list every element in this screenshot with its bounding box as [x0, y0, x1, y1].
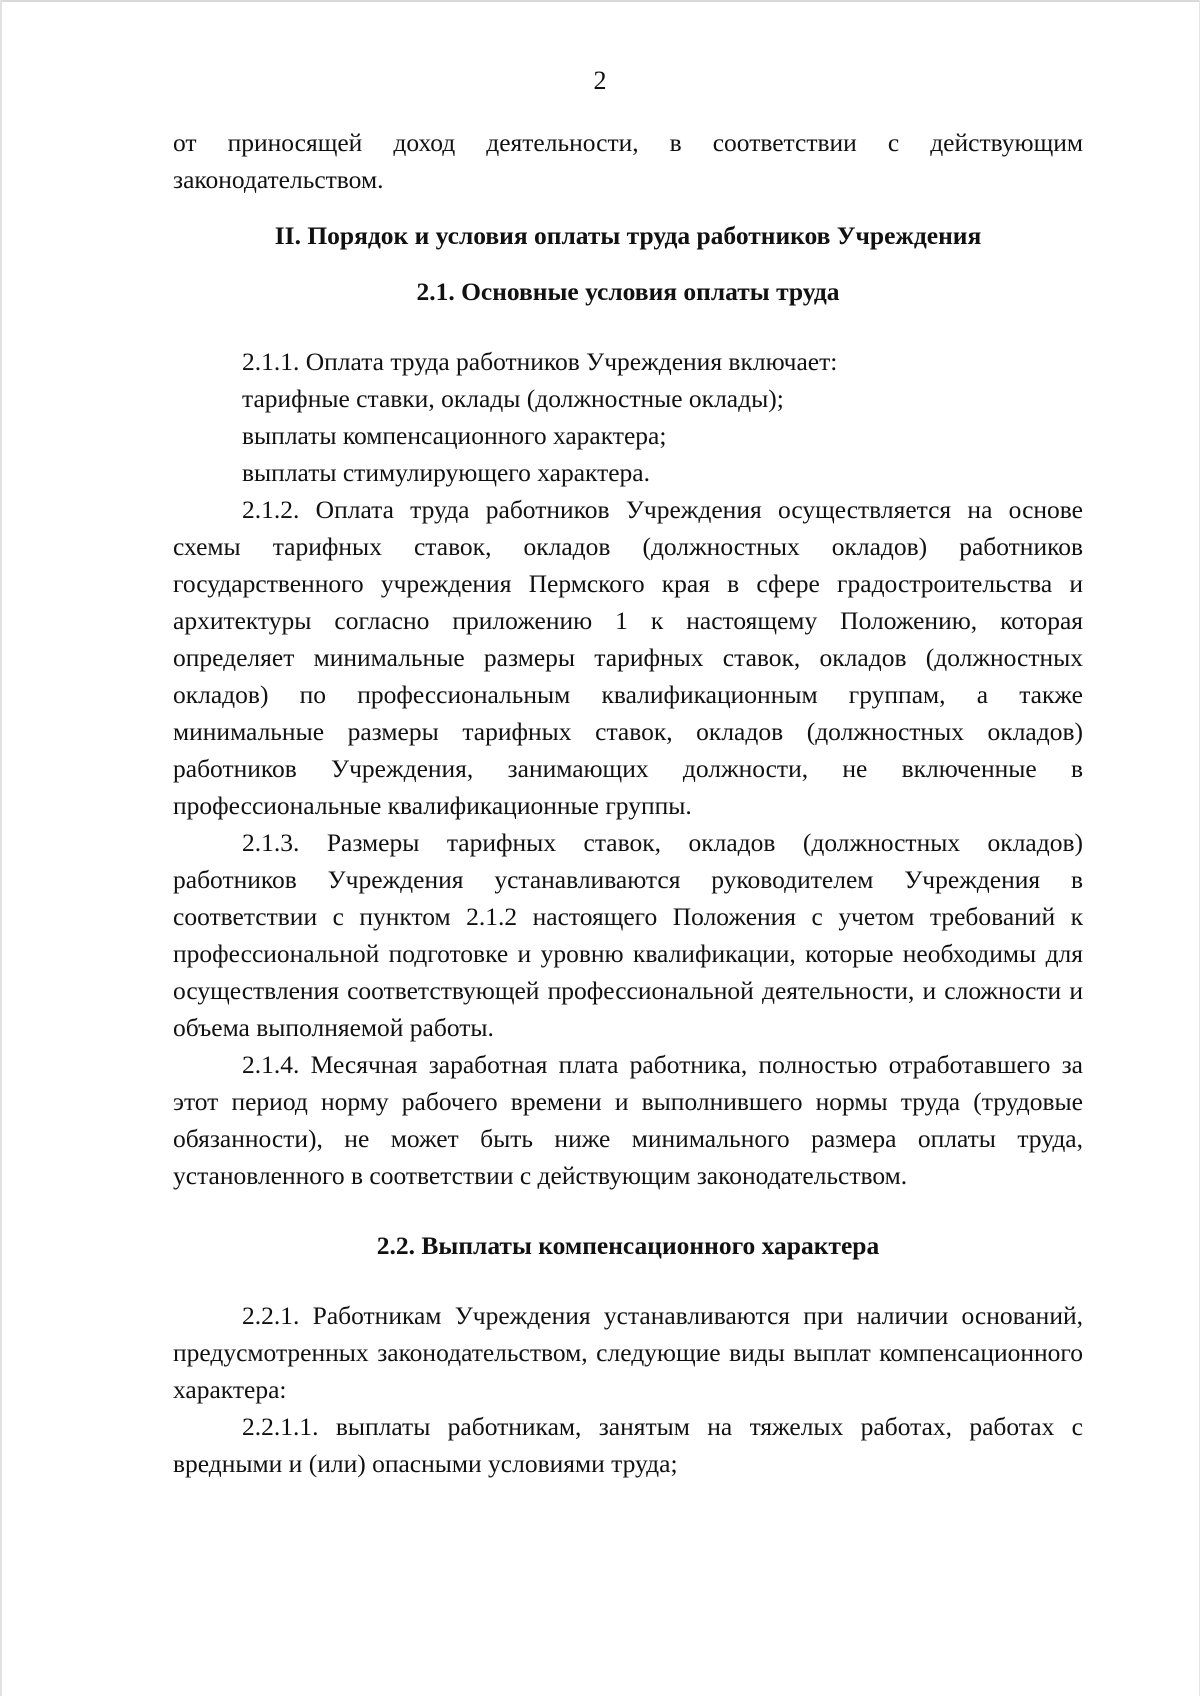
paragraph-2-2-1: 2.2.1. Работникам Учреждения устанавливаются при наличии оснований, предусмотренных законодательством, следующие виды выплат компенсационного характера: — [173, 1301, 1083, 1404]
scan-edge-left — [0, 0, 2, 1696]
paragraph-2-1-4: 2.1.4. Месячная заработная плата работника, полностью отработавшего за этот период норму рабочего времени и выполнившего нормы труда (трудовые обязанности), не может быть ниже минимального размера оплаты труда, установленного в соответствии с действующим законодательством. — [173, 1050, 1083, 1190]
paragraph-2-1-1: 2.1.1. Оплата труда работников Учреждения включает: — [242, 347, 838, 376]
paragraph-2-1-3: 2.1.3. Размеры тарифных ставок, окладов (должностных окладов) работников Учреждения устанавливаются руководителем Учреждения в соответствии с пунктом 2.1.2 настоящего Положения с учетом требований к профессиональной подготовке и уровню квалификации, которые необходимы для осуществления соответствующей профессиональной деятельности, и сложности и объема выполняемой работы. — [173, 828, 1083, 1042]
document-body — [173, 124, 1083, 1482]
page-number: 2 — [593, 66, 607, 95]
section-heading: II. Порядок и условия оплаты труда работников Учреждения — [274, 221, 982, 250]
list-line: выплаты компенсационного характера; — [242, 421, 667, 450]
subsection-heading-2-2: 2.2. Выплаты компенсационного характера — [376, 1231, 880, 1260]
list-line: тарифные ставки, оклады (должностные оклады); — [242, 384, 784, 413]
scan-edge-top — [0, 0, 1200, 2]
paragraph-2-2-1-1: 2.2.1.1. выплаты работникам, занятым на тяжелых работах, работах с вредными и (или) опасными условиями труда; — [173, 1412, 1083, 1478]
intro-paragraph: от приносящей доход деятельности, в соответствии с действующим законодательством. — [173, 128, 1083, 194]
subsection-heading-2-1: 2.1. Основные условия оплаты труда — [416, 277, 840, 306]
list-line: выплаты стимулирующего характера. — [242, 458, 650, 487]
paragraph-2-1-2: 2.1.2. Оплата труда работников Учреждения осуществляется на основе схемы тарифных ставок, окладов (должностных окладов) работников государственного учреждения Пермского края в сфере градостроительства и архитектуры согласно приложению 1 к настоящему Положению, которая определяет минимальные размеры тарифных ставок, окладов (должностных окладов) по профессиональным квалификационным группам, а также минимальные размеры тарифных ставок, окладов (должностных окладов) работников Учреждения, занимающих должности, не включенные в профессиональные квалификационные группы. — [173, 495, 1083, 820]
